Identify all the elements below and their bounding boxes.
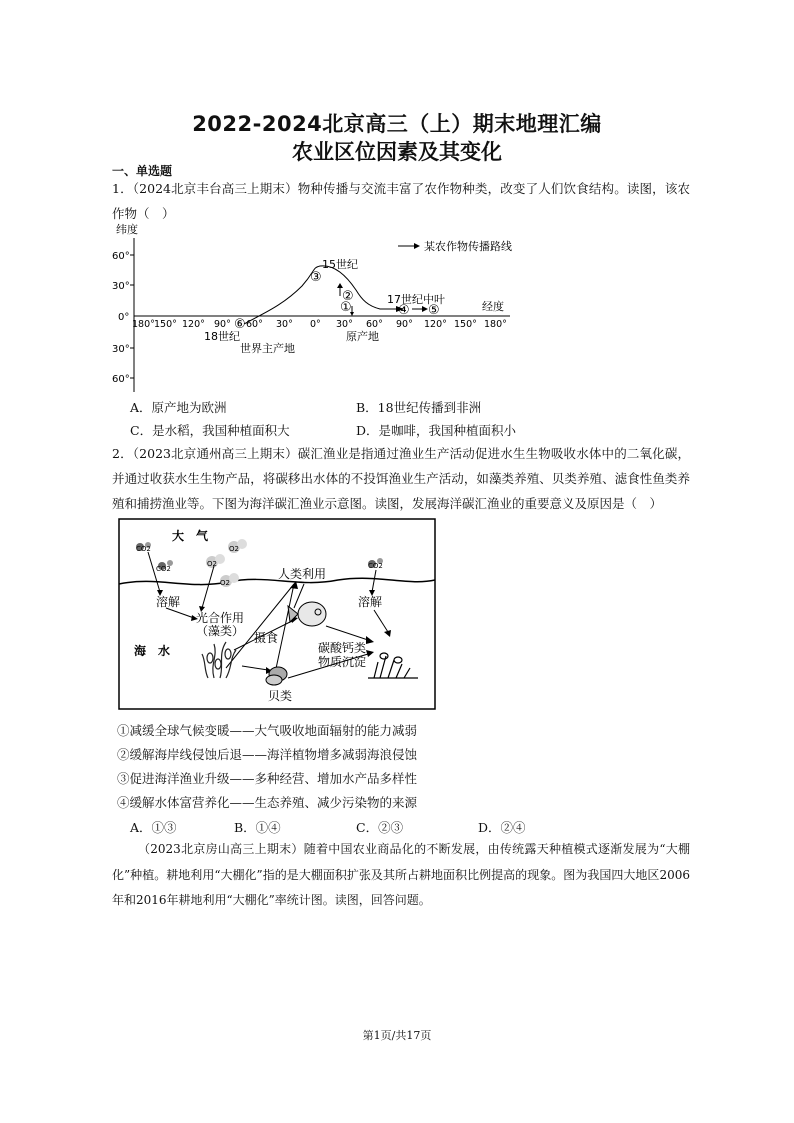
photosynthesis-label: 光合作用 <box>196 611 245 625</box>
sediment-label: 物质沉淀 <box>318 655 367 669</box>
svg-text:O2: O2 <box>220 579 230 587</box>
q2-option-a: A．①③ <box>130 820 177 835</box>
y-tick-30n: 30° <box>112 281 130 292</box>
svg-text:CO2: CO2 <box>136 545 151 553</box>
dissolve-label-right: 溶解 <box>358 595 383 609</box>
human-use-label: 人类利用 <box>278 567 327 581</box>
marker-5: ⑤ <box>428 303 440 318</box>
svg-text:CO2: CO2 <box>368 562 383 570</box>
svg-text:CO2: CO2 <box>156 565 171 573</box>
q2-statement-4: ④缓解水体富营养化——生态养殖、减少污染物的来源 <box>117 795 418 810</box>
seawater-label: 海 水 <box>134 644 171 658</box>
q1-option-c: C．是水稻，我国种植面积大 <box>130 423 290 438</box>
y-tick-60n: 60° <box>112 251 130 262</box>
label-15th-century: 15世纪 <box>322 258 358 271</box>
x-tick: 120° <box>424 319 447 330</box>
marker-6: ⑥ <box>234 317 246 332</box>
marker-1: ① <box>340 300 352 315</box>
page-footer: 第1页/共17页 <box>362 1029 432 1042</box>
svg-text:O2: O2 <box>207 560 217 568</box>
x-tick: 0° <box>310 319 321 330</box>
shellfish-label: 贝类 <box>268 689 293 703</box>
crop-spread-map <box>112 222 532 397</box>
x-tick: 90° <box>214 319 231 330</box>
label-18th-century: 18世纪 <box>204 330 240 343</box>
x-tick: 60° <box>246 319 263 330</box>
y-axis-label: 纬度 <box>116 223 138 236</box>
dissolve-label-left: 溶解 <box>156 595 181 609</box>
x-tick: 30° <box>276 319 293 330</box>
question-3-intro: （2023北京房山高三上期末）随着中国农业商品化的不断发展，由传统露天种植模式逐渐发展为“大棚化”种植。耕地利用“大棚化”指的是大棚面积扩张及其所占耕地面积比例提高的现象。图为我国四大地区2006年和2016年耕地利用“大棚化”率统计图。读图，回答问题。 <box>112 842 690 907</box>
label-main-producer: 世界主产地 <box>240 342 295 355</box>
calcium-carbonate-label: 碳酸钙类 <box>318 641 367 655</box>
feeding-label: 摄食 <box>254 631 279 645</box>
atmosphere-label: 大 气 <box>172 529 209 543</box>
q1-option-d: D．是咖啡，我国种植面积小 <box>356 423 517 438</box>
x-tick: 150° <box>454 319 477 330</box>
x-tick: 180° <box>484 319 507 330</box>
q2-option-c: C．②③ <box>356 820 404 835</box>
svg-text:O2: O2 <box>229 545 239 553</box>
q1-option-b: B．18世纪传播到非洲 <box>356 400 482 415</box>
label-17th-century: 17世纪中叶 <box>387 293 445 306</box>
y-tick-60s: 60° <box>112 374 130 385</box>
x-tick: 150° <box>154 319 177 330</box>
x-tick-labels <box>132 319 507 330</box>
q2-option-b: B．①④ <box>234 820 281 835</box>
document-subtitle: 农业区位因素及其变化 <box>292 140 502 164</box>
marker-3: ③ <box>310 270 322 285</box>
q2-option-d: D．②④ <box>478 820 526 835</box>
x-tick: 120° <box>182 319 205 330</box>
question-2-text: 2．（2023北京通州高三上期末）碳汇渔业是指通过渔业生产活动促进水生生物吸收水体中的二氧化碳，并通过收获水生生物产品，将碳移出水体的不投饵渔业生产活动，如藻类养殖、贝类养殖、滤食性鱼类养殖和捕捞渔业等。下图为海洋碳汇渔业示意图。读图，发展海洋碳汇渔业的重要意义及原因是（ ） <box>112 446 690 511</box>
carbon-sink-fishery-diagram <box>118 518 436 710</box>
question-1-text: 1．（2024北京丰台高三上期末）物种传播与交流丰富了农作物种类，改变了人们饮食结构。读图，该农作物（ ） <box>112 181 690 221</box>
x-axis-label: 经度 <box>482 300 504 313</box>
q2-statement-2: ②缓解海岸线侵蚀后退——海洋植物增多减弱海浪侵蚀 <box>117 747 418 762</box>
x-tick: 90° <box>396 319 413 330</box>
y-tick-30s: 30° <box>112 344 130 355</box>
legend-label: 某农作物传播路线 <box>424 240 512 253</box>
y-tick-0: 0° <box>118 312 130 323</box>
label-origin: 原产地 <box>346 330 379 343</box>
q2-statement-3: ③促进海洋渔业升级——多种经营、增加水产品多样性 <box>117 771 418 786</box>
marker-4: ④ <box>398 303 410 318</box>
marker-2: ② <box>342 289 354 304</box>
algae-label: （藻类） <box>196 624 245 638</box>
x-tick: 180° <box>132 319 155 330</box>
document-title: 2022-2024北京高三（上）期末地理汇编 <box>192 112 602 136</box>
q1-option-a: A．原产地为欧洲 <box>130 400 227 415</box>
section-heading: 一、单选题 <box>112 164 173 178</box>
x-tick: 30° <box>336 319 353 330</box>
x-tick: 60° <box>366 319 383 330</box>
q2-statement-1: ①减缓全球气候变暖——大气吸收地面辐射的能力减弱 <box>117 723 418 738</box>
